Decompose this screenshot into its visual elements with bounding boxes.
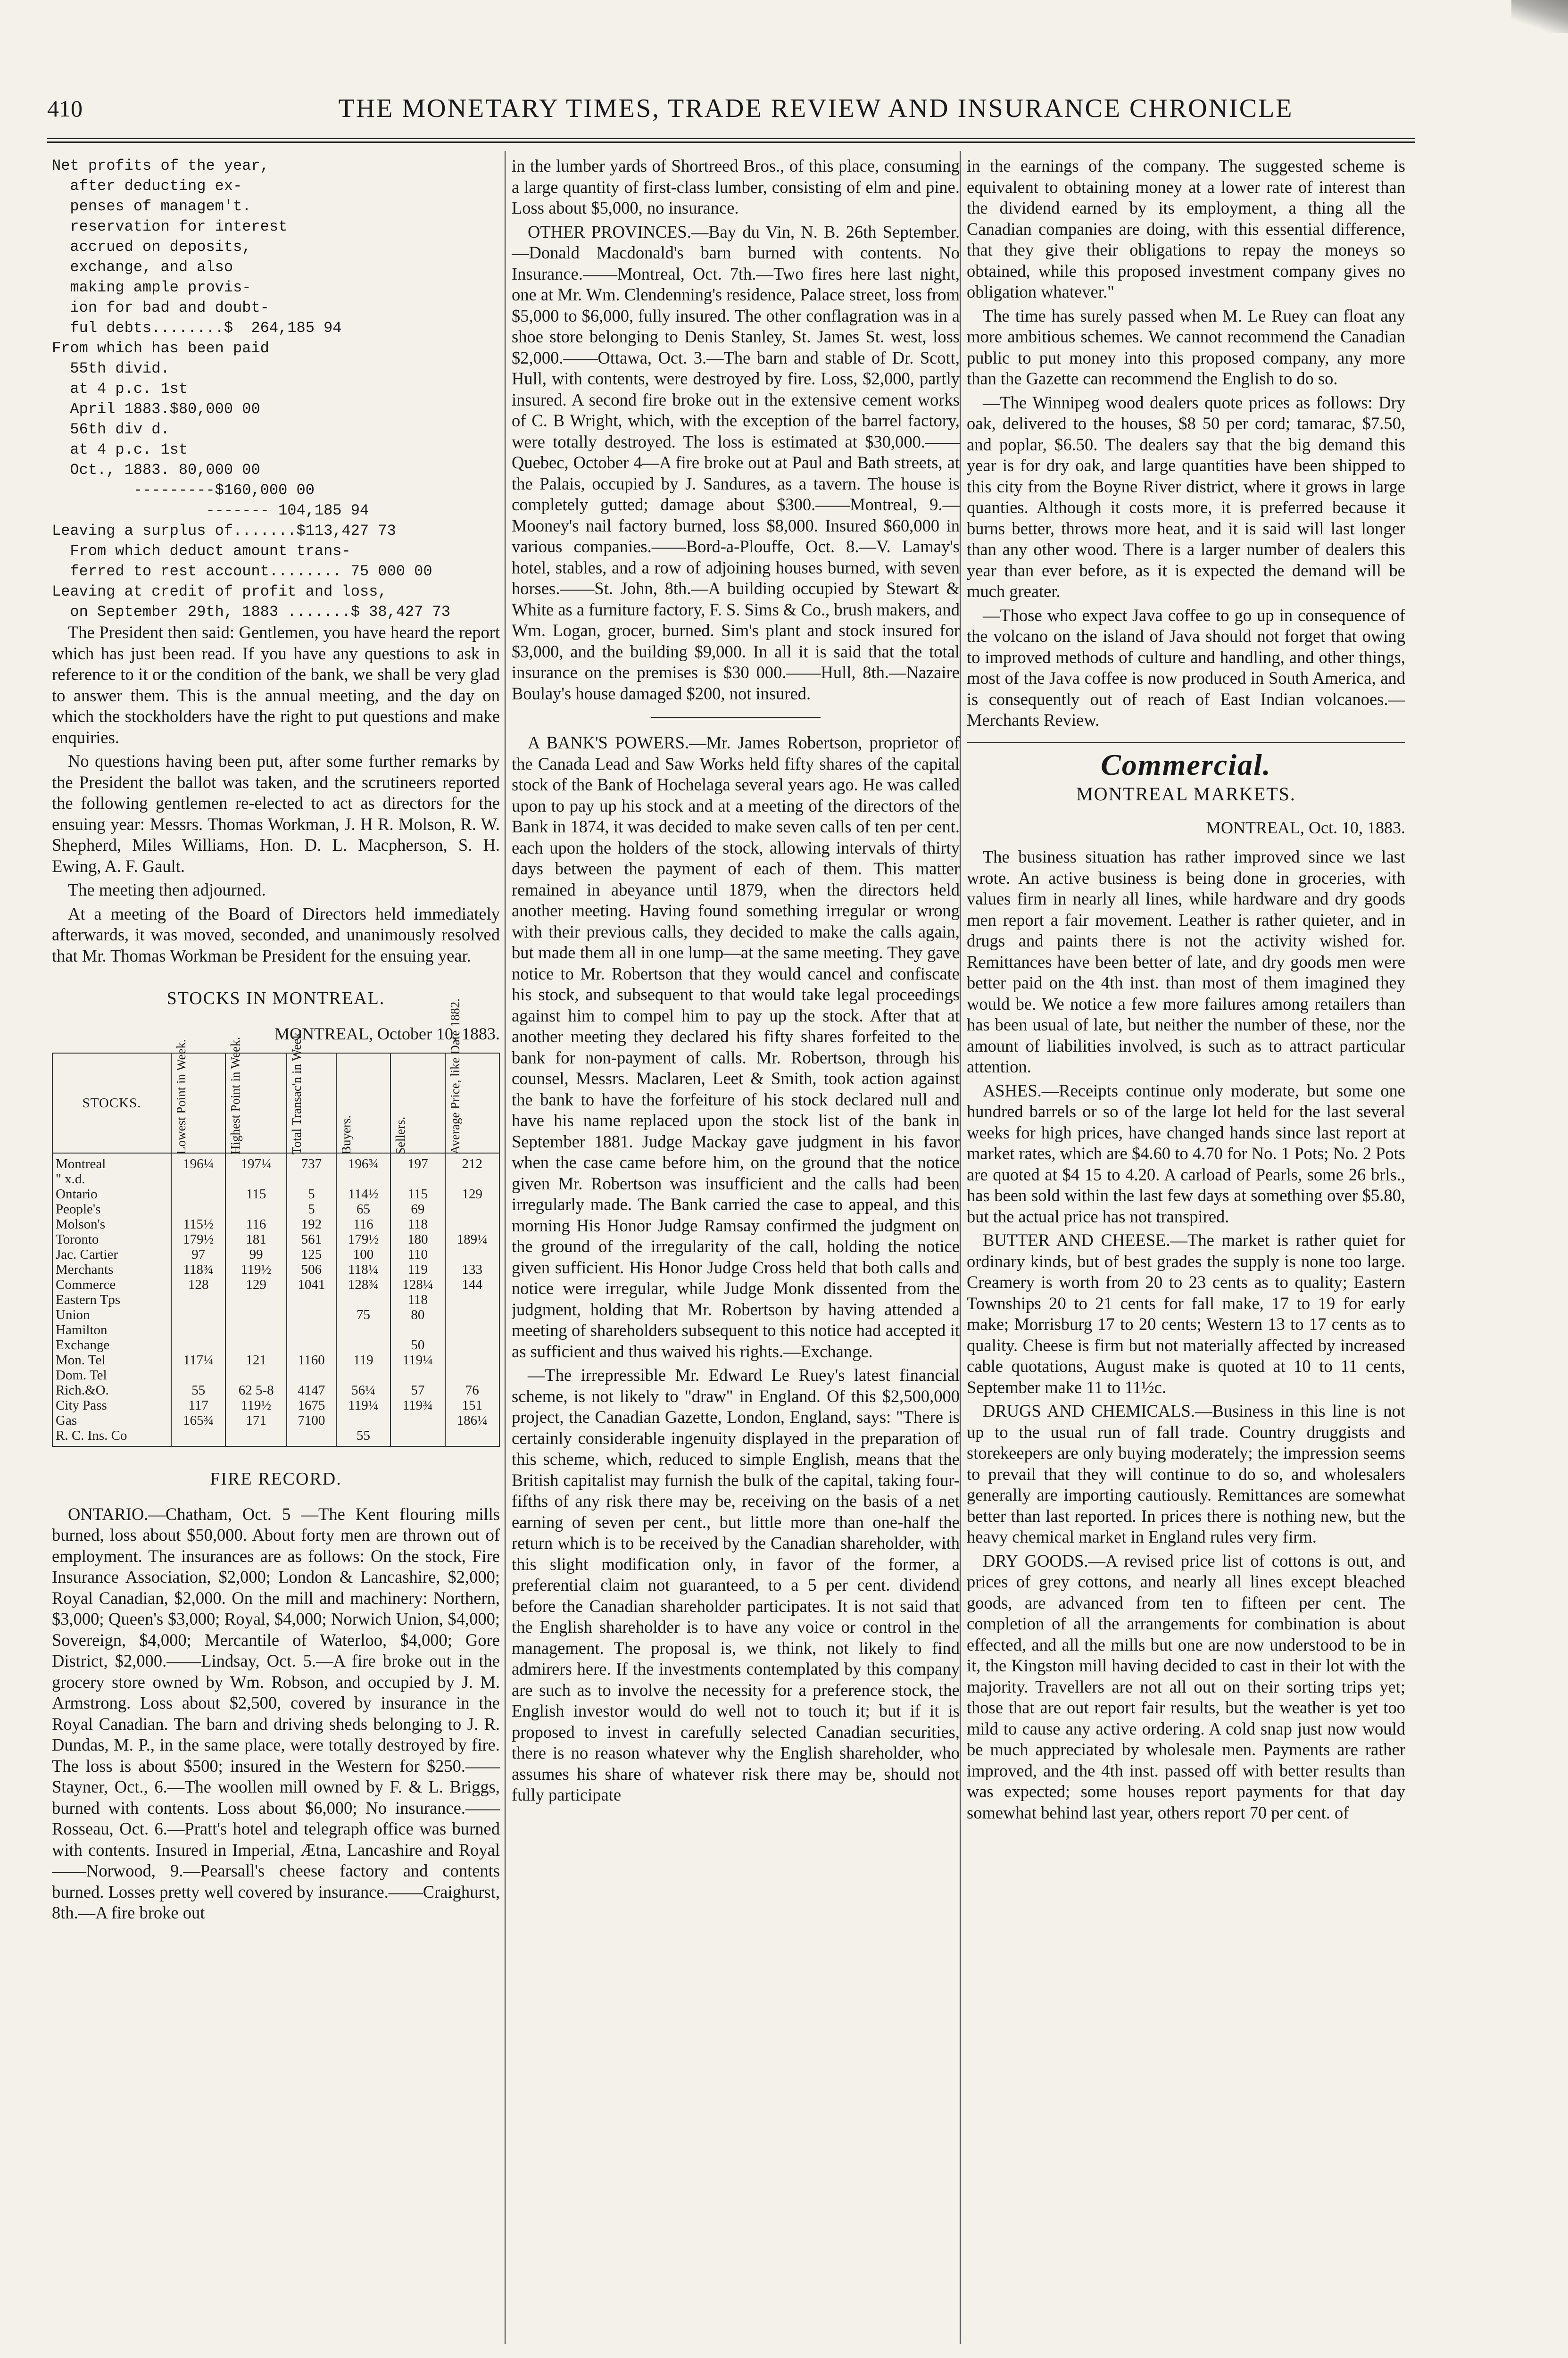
stock-name-cell: Montreal [52,1153,171,1171]
table-row [52,1153,499,1171]
stock-value-cell [287,1292,336,1307]
stock-value-cell: 119¼ [336,1398,390,1413]
markets-dateline: MONTREAL, Oct. 10, 1883. [1206,818,1405,837]
stocks-column-header: Lowest Point in Week. [171,1053,225,1153]
stock-value-cell [225,1171,286,1187]
stock-value-cell: 171 [225,1413,286,1428]
table-row [52,1171,499,1187]
table-row [52,1353,499,1368]
table-row [52,1187,499,1202]
stock-value-cell [445,1247,499,1262]
stock-value-cell: 192 [287,1217,336,1232]
stock-value-cell: 62 5-8 [225,1383,286,1398]
financial-line: Net profits of the year, [52,157,269,174]
adjourned-paragraph: The meeting then adjourned. [68,880,266,899]
stock-value-cell: 80 [390,1307,445,1322]
stock-value-cell [445,1337,499,1353]
financial-line: ------- 104,185 94 [52,502,369,519]
stock-value-cell: 186¼ [445,1413,499,1428]
stock-value-cell [336,1368,390,1383]
winnipeg-wood-article: —The Winnipeg wood dealers quote prices as follows: Dry oak, delivered to the houses, $8 50 per cord; tamarac, $7.50, and poplar, $6.50. The dealers say that the big demand this year is for dry oak, and large quantities have been shipped to this city from the Boyne River district, where it grows in large quanties. Although it costs more, it is preferred because it burns better, throws more heat, and it is said will last longer than any other wood. There is a larger number of dealers this year than ever before, as it is expected the demand will be much greater. [967,392,1405,601]
table-row [52,1428,499,1446]
stock-value-cell [390,1413,445,1428]
stock-value-cell: 115 [225,1187,286,1202]
stock-value-cell [445,1202,499,1217]
financial-line: ion for bad and doubt- [52,299,269,316]
financial-line: at 4 p.c. 1st [52,441,188,458]
financial-statement [52,156,500,622]
stock-value-cell: 561 [287,1232,336,1247]
stock-value-cell [445,1307,499,1322]
stock-value-cell [225,1307,286,1322]
section-separator [651,717,821,719]
stock-value-cell: 118¾ [171,1262,225,1277]
stock-value-cell [171,1337,225,1353]
stock-value-cell [171,1368,225,1383]
board-meeting-paragraph: At a meeting of the Board of Directors held immediately afterwards, it was moved, seconded, and unanimously resolved that Mr. Thomas Workman be President for the ensuing year. [52,904,500,965]
stock-value-cell: 128¼ [390,1277,445,1292]
stock-value-cell [225,1292,286,1307]
stock-value-cell: 115½ [171,1217,225,1232]
stock-value-cell: 121 [225,1353,286,1368]
table-row [52,1368,499,1383]
stock-value-cell [171,1307,225,1322]
financial-line: April 1883.$80,000 00 [52,400,260,418]
banks-powers-article: A BANK'S POWERS.—Mr. James Robertson, proprietor of the Canada Lead and Saw Works held fifty shares of the capital stock of the Bank of Hochelaga several years ago. He was called upon to pay up his stock and at a meeting of the directors of the Bank in 1874, it was decided to make seven calls of ten per cent. each upon the holders of the stock, allowing intervals of thirty days between the payment of each of them. This matter remained in abeyance until 1879, when the directors held another meeting. Having found something irregular or wrong with their previous calls, they decided to make the calls again, but made them all in one lump—at the same meeting. They gave notice to Mr. Robertson that they would cancel and confiscate his stock, and subsequent to that would take legal proceedings against him to compel him to pay up the stock. After that at another meeting they declared his fifty shares forfeited to the bank for non-payment of calls. Mr. Robertson, through his counsel, Messrs. Maclaren, Leet & Smith, took action against the bank to have the forfeiture of his stock declared null and have his name replaced upon the stock list of the bank in September 1881. Judge Mackay gave judgment in his favor when the case came before him, on the ground that the notice given Mr. Robertson was insufficient and the calls had been irregularly made. The Bank carried the case to appeal, and this morning His Honor Judge Ramsay confirmed the judgment on the ground of the irregularity of the call, holding the notice given sufficient. His Honor Judge Cross held that both calls and notice were irregular, while Judge Monk dissented from the judgment, holding that Mr. Robertson by having attended a meeting of shareholders subsequent to this notice had accepted it as sufficient and thus waived his rights.—Exchange. [512,733,960,1361]
stock-name-cell: Rich.&O. [52,1383,171,1398]
stock-value-cell [171,1202,225,1217]
stocks-dateline: MONTREAL, October 10, 1883. [274,1024,500,1043]
financial-line: ferred to rest account........ 75 000 00 [52,563,432,580]
table-row [52,1307,499,1322]
stock-value-cell: 119¼ [390,1353,445,1368]
page-number: 410 [47,95,83,122]
stock-value-cell: 189¼ [445,1232,499,1247]
financial-line: penses of managem't. [52,198,251,215]
stock-value-cell [225,1337,286,1353]
table-row [52,1277,499,1292]
fire-record-other-provinces: OTHER PROVINCES.—Bay du Vin, N. B. 26th September.—Donald Macdonald's barn burned with contents. No Insurance.——Montreal, Oct. 7th.—Two fires here last night, one at Mr. Wm. Clendenning's residence, Palace street, loss from $5,000 to $6,000, fully insured. The other conflagration was in a shoe store belonging to Denis Stanley, St. James St. west, loss $2,000.——Ottawa, Oct. 3.—The barn and stable of Dr. Scott, Hull, with contents, were destroyed by fire. Loss, $2,000, partly insured. A second fire broke out in the extensive cement works of C. B Wright, which, with the exception of the barrel factory, were totally destroyed. The loss is estimated at $30,000.——Quebec, October 4—A fire broke out at Paul and Bath streets, at the Palais, occupied by J. Sandures, as a tavern. The house is completely gutted; damage about $300.——Montreal, 9.—Mooney's nail factory burned, loss $8,000. Insured $60,000 in various companies.——Bord-a-Plouffe, Oct. 8.—V. Lamay's hotel, stables, and a row of adjoining houses burned, with seven horses.——St. John, 8th.—A building occupied by Stewart & White as a furniture factory, F. S. Sims & Co., brush makers, and Wm. Logan, grocer, burned. Sim's plant and stock insured for $3,000, and the building $9,000. In all it is said that the total insurance on the premises is $30 000.——Hull, 8th.—Nazaire Boulay's house damaged $200, not insured. [512,222,960,703]
stock-value-cell [287,1428,336,1446]
table-row [52,1337,499,1353]
stock-value-cell [225,1368,286,1383]
stock-value-cell: 180 [390,1232,445,1247]
column-3 [967,156,1405,2344]
stock-name-cell: City Pass [52,1398,171,1413]
financial-line: accrued on deposits, [52,238,251,256]
stock-value-cell: 1160 [287,1353,336,1368]
stock-value-cell: 69 [390,1202,445,1217]
stock-value-cell: 114½ [336,1187,390,1202]
stock-value-cell: 144 [445,1277,499,1292]
le-ruey-conclusion: The time has surely passed when M. Le Ruey can float any more ambitious schemes. We cannot recommend the Canadian public to put money into this proposed company, any more than the Gazette can recommend the English to do so. [967,306,1405,388]
stock-value-cell: 7100 [287,1413,336,1428]
stocks-column-header: Sellers. [390,1053,445,1153]
stock-value-cell: 506 [287,1262,336,1277]
stock-value-cell: 212 [445,1153,499,1171]
stock-value-cell: 75 [336,1307,390,1322]
stock-value-cell: 5 [287,1187,336,1202]
financial-line: at 4 p.c. 1st [52,380,188,398]
stock-name-cell: People's [52,1202,171,1217]
stock-value-cell [336,1292,390,1307]
stock-value-cell: 55 [171,1383,225,1398]
stock-value-cell [336,1322,390,1337]
stock-value-cell: 4147 [287,1383,336,1398]
stock-value-cell: 196¼ [171,1153,225,1171]
stock-value-cell [171,1171,225,1187]
stock-value-cell: 99 [225,1247,286,1262]
stock-value-cell: 116 [336,1217,390,1232]
stock-value-cell [445,1322,499,1337]
fire-record-heading: FIRE RECORD. [210,1469,342,1489]
stock-value-cell: 116 [225,1217,286,1232]
stock-value-cell: 100 [336,1247,390,1262]
column-divider-2 [960,151,961,2344]
fire-record-ontario: ONTARIO.—Chatham, Oct. 5 —The Kent flouring mills burned, loss about $50,000. About forty men are thrown out of employment. The insurances are as follows: On the stock, Fire Insurance Association, $2,000; London & Lancashire, $2,000; Royal Canadian, $2,000. On the mill and machinery: Northern, $3,000; Queen's $3,000; Royal, $4,000; Norwich Union, $4,000; Sovereign, $4,000; Mercantile of Waterloo, $4,000; Gore District, $2,000.——Lindsay, Oct. 5.—A fire broke out in the grocery store owned by Wm. Robson, and occupied by J. M. Armstrong. Loss about $2,500, covered by insurance in the Royal Canadian. The barn and driving sheds belonging to J. R. Dundas, M. P., in the same place, were totally destroyed by fire. The loss is about $500; insured in the Western for $250.——Stayner, Oct., 6.—The woollen mill owned by F. & L. Briggs, burned with contents. Loss about $6,000; No insurance.——Rosseau, Oct. 6.—Pratt's hotel and telegraph office was burned with contents. Insured in Imperial, Ætna, Lancashire and Royal ——Norwood, 9.—Pearsall's cheese factory and contents burned. Losses pretty well covered by insurance.——Craighurst, 8th.—A fire broke out [52,1504,500,1922]
stock-value-cell: 737 [287,1153,336,1171]
stocks-column-header: Highest Point in Week. [225,1053,286,1153]
stock-value-cell: 55 [336,1428,390,1446]
stock-value-cell: 197 [390,1153,445,1171]
stock-name-cell: Commerce [52,1277,171,1292]
stock-value-cell [390,1322,445,1337]
stock-value-cell: 97 [171,1247,225,1262]
stock-value-cell: 5 [287,1202,336,1217]
financial-line: 55th divid. [52,360,170,377]
column-1 [52,156,500,2344]
stock-value-cell [225,1202,286,1217]
stock-value-cell: 118¼ [336,1262,390,1277]
stock-value-cell [445,1292,499,1307]
stock-value-cell: 50 [390,1337,445,1353]
financial-line: reservation for interest [52,218,288,235]
stock-value-cell [287,1368,336,1383]
stock-value-cell [445,1171,499,1187]
table-row [52,1292,499,1307]
financial-line: making ample provis- [52,279,251,296]
stock-value-cell: 125 [287,1247,336,1262]
butter-cheese-report: BUTTER AND CHEESE.—The market is rather quiet for ordinary kinds, but of best grades the supply is none too large. Creamery is worth from 20 to 23 cents as to quality; Eastern Townships 20 to 21 cents for fall make, 17 to 19 for early make; Morrisburg 17 to 20 cents; Western 13 to 17 cents as to quality. Cheese is firm but not materially affected by increased cable quotations, August make is quoted at 10 to 11 cents, September make 11 to 11½c. [967,1230,1405,1397]
stock-value-cell: 129 [225,1277,286,1292]
stocks-column-header: Buyers. [336,1053,390,1153]
stock-value-cell: 179½ [171,1232,225,1247]
table-row [52,1262,499,1277]
table-row [52,1398,499,1413]
stock-value-cell [171,1292,225,1307]
financial-line: after deducting ex- [52,177,242,195]
stock-name-cell: Eastern Tps [52,1292,171,1307]
stocks-column-header: Total Transac'n in Week. [287,1053,336,1153]
president-remarks: The President then said: Gentlemen, you have heard the report which has just been read. If you have any questions to ask in reference to it or the condition of the bank, we shall be very glad to answer them. This is the annual meeting, and the day on which the stockholders have the right to put questions and make enquiries. [52,623,500,747]
financial-line: exchange, and also [52,258,233,276]
stock-value-cell: 65 [336,1202,390,1217]
table-row [52,1232,499,1247]
financial-line: ---------$160,000 00 [52,482,315,499]
financial-line: Leaving at credit of profit and loss, [52,583,387,600]
stocks-heading: STOCKS IN MONTREAL. [166,988,385,1008]
stock-value-cell: 110 [390,1247,445,1262]
table-row [52,1322,499,1337]
stock-value-cell [171,1187,225,1202]
le-ruey-article: —The irrepressible Mr. Edward Le Ruey's latest financial scheme, is not likely to "draw" in England. Of this $2,500,000 project, the Canadian Gazette, London, England, says: "There is certainly considerable ingenuity displayed in the preparation of this scheme, which, reduced to simple English, means that the British capitalist may furnish the bulk of the capital, taking four-fifths of any risk there may be, receiving on the basis of a net earning of seven per cent., but little more than one-half the return which is to be received by the Canadian shareholder, with this slight modification only, in favor of the former, a preferential claim not guaranteed, to a 5 per cent. dividend before the Canadian shareholder participates. It is not said that the English shareholder is to have any voice or control in the management. The proposal is, we think, not likely to find admirers here. If the investments contemplated by this company are such as to involve the necessity for a preference stock, the English investor would do well not to touch it; but if it is proposed to invest in carefully selected Canadian securities, there is no reason whatever why the English shareholder, who assumes his share of whatever risk there may be, should not fully participate [512,1365,960,1804]
table-row [52,1247,499,1262]
column-divider-1 [505,151,506,2344]
fire-record-continued: in the lumber yards of Shortreed Bros., of this place, consuming a large quantity of first-class lumber, consisting of elm and pine. Loss about $5,000, no insurance. [512,156,960,217]
stock-name-cell: Exchange [52,1337,171,1353]
stock-value-cell [287,1322,336,1337]
stock-value-cell [225,1428,286,1446]
le-ruey-continued: in the earnings of the company. The suggested scheme is equivalent to obtaining money at a lower rate of interest than the dividend earned by its employment, a thing all the Canadian companies are doing, with this essential difference, that they give their obligations to repay the moneys so obtained, while this proposed investment company gives no obligation whatever." [967,156,1405,301]
stock-value-cell [336,1337,390,1353]
stocks-column-header: Average Price, like Date 1882. [445,1053,499,1153]
financial-line: Leaving a surplus of.......$113,427 73 [52,522,396,540]
stock-value-cell: 165¾ [171,1413,225,1428]
stock-value-cell: 1675 [287,1398,336,1413]
column-2 [512,156,960,2344]
ballot-paragraph: No questions having been put, after some further remarks by the President the ballot was taken, and the scrutineers reported the following gentlemen re-elected to act as directors for the ensuing year: Messrs. Thomas Workman, J. H R. Molson, R. W. Shepherd, Miles Williams, Hon. D. L. Macpherson, S. H. Ewing, A. F. Gault. [52,751,500,876]
stock-value-cell: 196¾ [336,1153,390,1171]
stock-value-cell: 76 [445,1383,499,1398]
stock-value-cell [287,1337,336,1353]
stock-value-cell [390,1171,445,1187]
stock-value-cell: 56¼ [336,1383,390,1398]
table-row [52,1202,499,1217]
stock-value-cell: 133 [445,1262,499,1277]
drugs-chemicals-report: DRUGS AND CHEMICALS.—Business in this line is not up to the usual run of fall trade. Country druggists and storekeepers are only buying moderately; the impression seems to prevail that they will continue to do so, and wholesalers generally are importing cautiously. Remittances are somewhat better than last reported. In prices there is nothing new, but the heavy chemical market in England rules very firm. [967,1401,1405,1546]
stock-name-cell: Molson's [52,1217,171,1232]
masthead [47,87,1509,130]
stock-value-cell: 119¾ [390,1398,445,1413]
table-row [52,1217,499,1232]
stock-value-cell: 128¾ [336,1277,390,1292]
header-rule-2 [47,141,1415,143]
stocks-table-header [52,1053,499,1153]
stock-name-cell: R. C. Ins. Co [52,1428,171,1446]
stock-value-cell [171,1322,225,1337]
stock-value-cell [336,1171,390,1187]
stock-name-cell: Mon. Tel [52,1353,171,1368]
stock-value-cell: 119½ [225,1398,286,1413]
header-rule [47,138,1415,139]
stock-value-cell [445,1353,499,1368]
stock-name-cell: Toronto [52,1232,171,1247]
stock-value-cell: 1041 [287,1277,336,1292]
financial-line: on September 29th, 1883 .......$ 38,427 73 [52,603,450,621]
table-row [52,1413,499,1428]
stock-value-cell [171,1428,225,1446]
newspaper-title: THE MONETARY TIMES, TRADE REVIEW AND INSURANCE CHRONICLE [338,94,1294,123]
financial-line: ful debts........$ 264,185 94 [52,319,342,337]
stock-value-cell: 151 [445,1398,499,1413]
ashes-report: ASHES.—Receipts continue only moderate, but some one hundred barrels or so of the large lot held for the last several weeks for high prices, have changed hands since last report at market rates, which are $4.60 to 4.70 for No. 1 Pots; No. 2 Pots are quoted at $4 15 to 4.20. A carload of Pearls, some 26 brls., has been sold within the last few days at something over $5.80, but the actual price has not transpired. [967,1080,1405,1226]
stock-value-cell: 197¼ [225,1153,286,1171]
stock-value-cell: 118 [390,1217,445,1232]
dry-goods-report: DRY GOODS.—A revised price list of cottons is out, and prices of grey cottons, and nearly all lines except bleached goods, are advanced from ten to fifteen per cent. The completion of all the arrangements for combination is about effected, and all the mills but one are now understood to be in it, the Kingston mill having decided to cast in their lot with the majority. Travellers are not all out on their sorting trips yet; those that are out report fair results, but the weather is yet too mild to cause any active ordering. A cold snap just now would be much appreciated by wholesale men. Payments are rather improved, and the 4th inst. passed off with better results than was expected; some houses report payments for that day somewhat behind last year, others report 70 per cent. of [967,1551,1405,1822]
stock-value-cell: 129 [445,1187,499,1202]
stock-value-cell: 117 [171,1398,225,1413]
financial-line: 56th div d. [52,421,170,438]
stock-value-cell [390,1368,445,1383]
stocks-table-body [52,1153,499,1446]
stock-value-cell [445,1428,499,1446]
table-row [52,1383,499,1398]
section-rule [967,742,1405,743]
financial-line: From which deduct amount trans- [52,542,351,560]
page-corner-damage [1511,0,1568,33]
stock-name-cell: Jac. Cartier [52,1247,171,1262]
stock-value-cell: 115 [390,1187,445,1202]
stock-name-cell: Ontario [52,1187,171,1202]
stock-value-cell [445,1368,499,1383]
stock-value-cell [336,1413,390,1428]
stock-name-cell: " x.d. [52,1171,171,1187]
stock-value-cell [445,1217,499,1232]
montreal-markets-heading: MONTREAL MARKETS. [1076,783,1296,805]
financial-line: From which has been paid [52,340,269,357]
stock-value-cell: 118 [390,1292,445,1307]
stock-value-cell [287,1307,336,1322]
stock-value-cell: 128 [171,1277,225,1292]
stock-name-cell: Hamilton [52,1322,171,1337]
stock-name-cell: Union [52,1307,171,1322]
stock-name-cell: Dom. Tel [52,1368,171,1383]
stock-name-cell: Gas [52,1413,171,1428]
stock-value-cell: 119 [336,1353,390,1368]
markets-intro: The business situation has rather improved since we last wrote. An active business is being done in groceries, with values firm in nearly all lines, while hardware and dry goods men report a fair movement. Leather is rather quieter, and in drugs and paints there is not the activity wished for. Remittances have been better of late, and dry goods men were better paid on the 4th inst. than most of them imagined they would be. We notice a few more failures among retailers than has been usual of late, but neither the number of these, nor the amount of liabilities involved, is such as to attract particular attention. [967,847,1405,1076]
stock-value-cell [225,1322,286,1337]
stock-value-cell: 57 [390,1383,445,1398]
java-coffee-article: —Those who expect Java coffee to go up in consequence of the volcano on the island of Java should not forget that owing to improved methods of culture and handling, and other things, most of the Java coffee is now produced in South America, and is consequently out of reach of East Indian volcanoes.—Merchants Review. [967,605,1405,730]
financial-line: Oct., 1883. 80,000 00 [52,461,260,479]
stock-name-cell: Merchants [52,1262,171,1277]
commercial-heading: Commercial. [1101,747,1271,781]
stock-value-cell [287,1171,336,1187]
stock-value-cell: 117¼ [171,1353,225,1368]
stocks-column-header: STOCKS. [52,1053,171,1153]
stock-value-cell [390,1428,445,1446]
stock-value-cell: 179½ [336,1232,390,1247]
stock-value-cell: 181 [225,1232,286,1247]
stock-value-cell: 119 [390,1262,445,1277]
stock-value-cell: 119½ [225,1262,286,1277]
